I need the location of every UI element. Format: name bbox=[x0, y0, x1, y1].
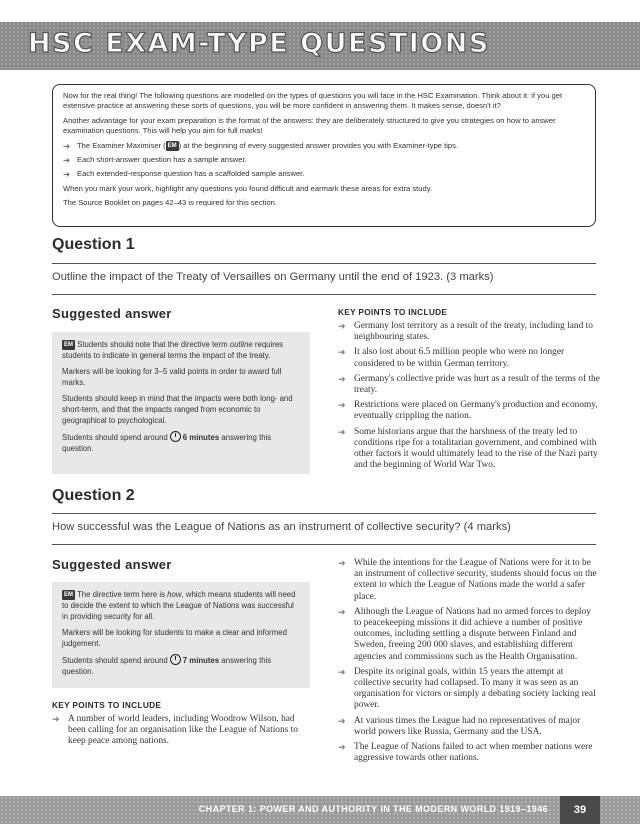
arrow-icon: ➔ bbox=[338, 373, 346, 384]
q2-key-points-list-left bbox=[52, 714, 314, 752]
list-item: ➔ It also lost about 6.5 million people who were no longer considered to be within German territory. bbox=[338, 347, 565, 369]
arrow-icon: ➔ bbox=[338, 742, 346, 753]
alarm-clock-icon bbox=[170, 654, 181, 665]
arrow-icon: ➔ bbox=[338, 558, 346, 568]
question-1-text: Outline the impact of the Treaty of Versailles on Germany until the end of 1923. (3 marks) bbox=[52, 263, 596, 295]
intro-bullet: ➔ Each extended-response question has a scaffolded sample answer. bbox=[63, 169, 305, 180]
footer-bar bbox=[0, 796, 640, 824]
page-number: 39 bbox=[560, 796, 600, 824]
chapter-title: CHAPTER 1: POWER AND AUTHORITY IN THE MODERN WORLD 1919–1946 bbox=[198, 804, 548, 814]
arrow-icon: ➔ bbox=[338, 321, 346, 331]
list-item: ➔ Despite its original goals, within 15 years the attempt at collective security had collapsed. To many it was seen as an organisation for victors or simply a debating society lacking real power. bbox=[338, 666, 596, 711]
arrow-icon: ➔ bbox=[338, 666, 346, 677]
list-item: ➔ Restrictions were placed on Germany's production and economy, eventually crippling the nation. bbox=[338, 400, 598, 422]
list-item: ➔ The League of Nations failed to act when member nations were aggressive towards other nations. bbox=[338, 742, 593, 764]
q1-tip: Markers will be looking for 3–5 valid points in order to award full marks. bbox=[62, 367, 282, 387]
question-2-text: How successful was the League of Nations as an instrument of collective security? (4 marks) bbox=[52, 513, 596, 545]
list-item: ➔ Germany's collective pride was hurt as a result of the terms of the treaty. bbox=[338, 373, 600, 396]
q1-examiner-tips-box bbox=[52, 332, 310, 474]
q1-tip: EM Students should note that the directive term outline requires students to indicate in general terms the impact of the treaty. bbox=[62, 340, 284, 360]
em-badge-icon: EM bbox=[64, 342, 73, 348]
q2-suggested-answer-title: Suggested answer bbox=[52, 557, 172, 572]
intro-bullet: ➔ The Examiner Maximiser ( EM ) at the beginning of every suggested answer provides you with Examiner-type tips. bbox=[63, 140, 459, 151]
list-item: ➔ A number of world leaders, including Woodrow Wilson, had been calling for an organisation like the League of Nations to keep peace among nations. bbox=[52, 714, 298, 747]
question-1-heading: Question 1 bbox=[52, 236, 135, 253]
intro-paragraph: When you mark your work, highlight any questions you found difficult and earmark these areas for extra study. bbox=[63, 183, 433, 193]
q2-examiner-tips-box bbox=[52, 582, 310, 688]
intro-paragraph: The Source Booklet on pages 42–43 is required for this section. bbox=[63, 198, 278, 208]
list-item: ➔ Some historians argue that the harshness of the treaty led to conditions ripe for a totalitarian government, and combined with other factors it would ultimately lead to the rise of the Nazi party and the beginning of World War Two. bbox=[338, 426, 598, 471]
arrow-icon: ➔ bbox=[338, 426, 346, 437]
q2-key-points-title: KEY POINTS TO INCLUDE bbox=[52, 700, 162, 710]
q2-tip: EM The directive term here is how, which means students will need to decide the extent to which the League of Nations was successful in providing security for all. bbox=[62, 590, 296, 621]
intro-bullet: ➔ Each short-answer question has a sample answer. bbox=[63, 155, 247, 166]
list-item: ➔ At various times the League had no representatives of major world powers like Russia, Germany and the USA. bbox=[338, 715, 581, 737]
q1-suggested-answer-title: Suggested answer bbox=[52, 306, 172, 321]
list-item: ➔ Germany lost territory as a result of the treaty, including land to neighbouring states. bbox=[338, 321, 593, 343]
q2-tip: Markers will be looking for students to make a clear and informed judgement. bbox=[62, 628, 287, 648]
q2-key-points-list-right bbox=[338, 558, 600, 768]
arrow-icon: ➔ bbox=[338, 606, 346, 617]
header-banner bbox=[0, 22, 640, 70]
arrow-icon: ➔ bbox=[63, 140, 71, 151]
arrow-icon: ➔ bbox=[338, 715, 346, 726]
alarm-clock-icon bbox=[170, 431, 181, 442]
arrow-icon: ➔ bbox=[338, 347, 346, 358]
em-badge-icon: EM bbox=[64, 592, 73, 598]
list-item: ➔ While the intentions for the League of Nations were for it to be an instrument of collective security, students should focus on the extent to which the League of Nations made the world a safer place. bbox=[338, 558, 597, 602]
intro-paragraph: Now for the real thing! The following questions are modelled on the types of questions you will face in the HSC Examination. Think about it: if you get extensive practice at answering these sorts of questions, you will be more confident in answering them. It makes sense, doesn't it? bbox=[63, 91, 563, 111]
q1-key-points-list bbox=[338, 321, 600, 475]
intro-paragraph: Another advantage for your exam preparation is the format of the answers: they are deliberately structured to give you strategies on how to answer examination questions. This will help you aim for full marks! bbox=[63, 115, 556, 136]
arrow-icon: ➔ bbox=[63, 155, 71, 166]
q2-time-tip: Students should spend around 7 minutes answering this question. bbox=[62, 656, 272, 676]
em-badge-icon: EM bbox=[167, 142, 177, 149]
list-item: ➔ Although the League of Nations had no armed forces to deploy to peacekeeping missions it did achieve a number of positive outcomes, including settling a dispute between Finland and Sweden, freeing 200 000 slaves, and establishing different agencies and commissions such as the Health Organisation. bbox=[338, 606, 591, 662]
arrow-icon: ➔ bbox=[52, 714, 60, 724]
q1-key-points-title: KEY POINTS TO INCLUDE bbox=[338, 307, 448, 317]
arrow-icon: ➔ bbox=[338, 400, 346, 411]
q1-time-tip: Students should spend around 6 minutes answering this question. bbox=[62, 433, 272, 453]
intro-box bbox=[52, 84, 596, 227]
arrow-icon: ➔ bbox=[63, 169, 71, 180]
question-2-heading: Question 2 bbox=[52, 487, 135, 504]
q1-tip: Students should keep in mind that the impacts were both long- and short-term, and that the impacts ranged from economic to geographical to psychological. bbox=[62, 394, 293, 425]
page-title: HSC EXAM-TYPE QUESTIONS bbox=[28, 28, 490, 59]
